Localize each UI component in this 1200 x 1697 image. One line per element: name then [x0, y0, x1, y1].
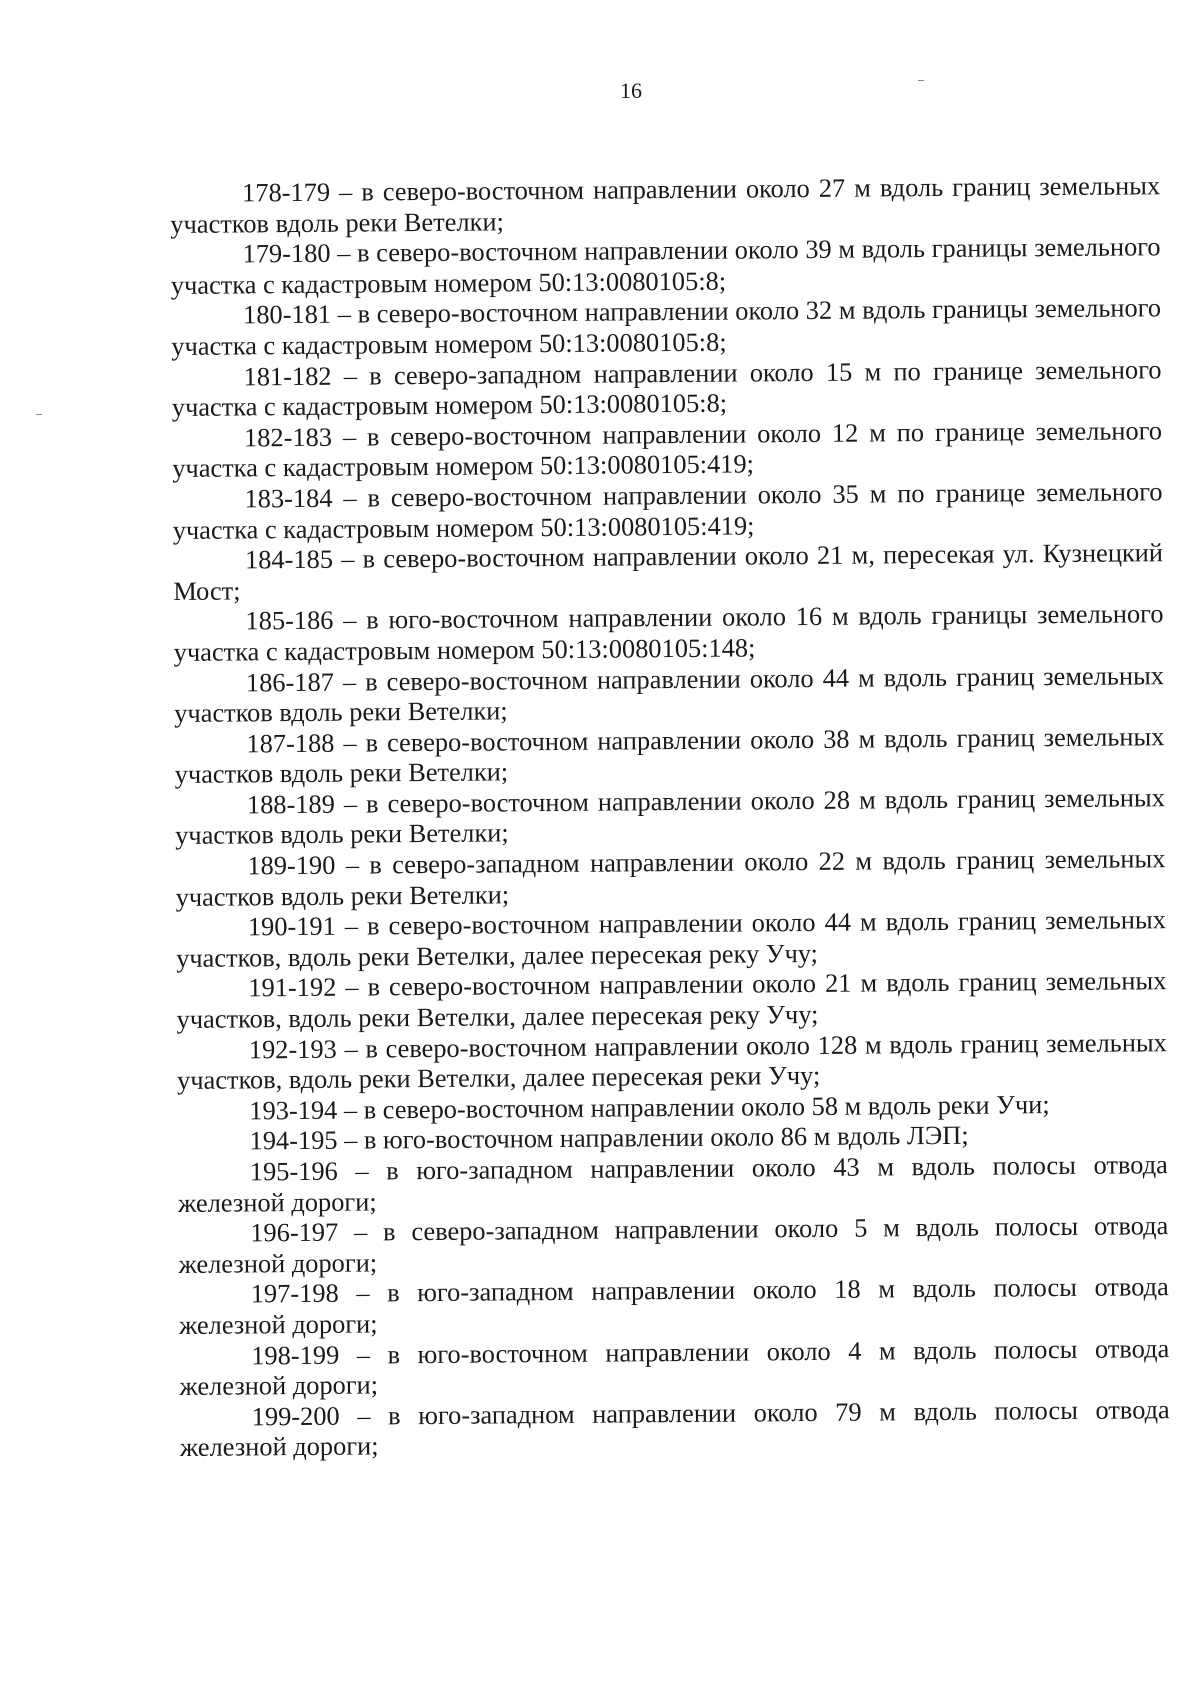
- segment-description: в северо-восточном направлении около 58 м вдоль реки Учи;: [363, 1088, 1050, 1125]
- boundary-entry: [173, 537, 1163, 606]
- boundary-entry: [170, 170, 1160, 239]
- boundary-description: [170, 170, 1170, 1463]
- separator: –: [331, 360, 370, 391]
- boundary-entry: [176, 966, 1166, 1035]
- segment-description: в юго-западном направлении около 43 м вдоль полосы отвода железной дороги;: [177, 1149, 1168, 1218]
- boundary-entry: [179, 1333, 1169, 1402]
- boundary-entry: [170, 231, 1160, 300]
- boundary-entry: [171, 354, 1161, 423]
- segment-id: 189-190: [247, 849, 336, 881]
- segment-id: 183-184: [244, 482, 333, 514]
- segment-description: в юго-восточном направлении около 16 м вдоль границы земельного участка с кадастровым номером 50:13:0080105:148;: [173, 598, 1164, 667]
- page-number: 16: [620, 78, 642, 103]
- segment-description: в северо-восточном направлении около 128 м вдоль границ земельных участков, вдоль реки Ветелки, далее пересекая реки Учу;: [176, 1026, 1167, 1096]
- segment-description: в северо-восточном направлении около 35 м по границе земельного участка с кадастровым номером 50:13:0080105:419;: [172, 476, 1163, 545]
- separator: –: [339, 1338, 388, 1370]
- scan-speck: [918, 80, 924, 81]
- separator: –: [337, 1124, 365, 1156]
- separator: –: [336, 1033, 366, 1064]
- separator: –: [338, 1216, 384, 1247]
- segment-description: в северо-западном направлении около 15 м по границе земельного участка с кадастровым номером 50:13:0080105:8;: [171, 353, 1162, 423]
- segment-description: в северо-восточном направлении около 44 м вдоль границ земельных участков вдоль реки Ветелки;: [174, 659, 1165, 729]
- separator: –: [331, 421, 368, 452]
- segment-id: 182-183: [243, 421, 333, 453]
- segment-id: 187-188: [246, 727, 335, 759]
- segment-id: 188-189: [246, 788, 336, 820]
- segment-description: в северо-восточном направлении около 38 м вдоль границ земельных участков вдоль реки Ветелки;: [174, 720, 1165, 790]
- separator: –: [335, 849, 370, 880]
- segment-id: 194-195: [249, 1125, 338, 1156]
- segment-id: 186-187: [245, 666, 335, 697]
- boundary-entry: [178, 1149, 1168, 1218]
- separator: –: [336, 971, 368, 1003]
- segment-id: 181-182: [243, 360, 332, 391]
- boundary-entry: [172, 415, 1162, 484]
- segment-description: в северо-восточном направлении около 28 м вдоль границ земельных участков вдоль реки Ветелки;: [175, 782, 1166, 851]
- boundary-entry: [179, 1272, 1169, 1341]
- segment-id: 180-181: [242, 299, 332, 330]
- segment-id: 197-198: [250, 1278, 339, 1309]
- separator: –: [332, 482, 368, 513]
- segment-id: 190-191: [247, 910, 336, 942]
- segment-description: в северо-восточном направлении около 21 м, пересекая ул. Кузнецкий Мост;: [173, 537, 1164, 606]
- separator: –: [330, 237, 358, 268]
- segment-description: в северо-восточном направлении около 21 м вдоль границ земельных участков, вдоль реки Ветелки, далее пересекая реку Учу;: [176, 965, 1167, 1035]
- separator: –: [329, 176, 362, 207]
- boundary-entry: [173, 599, 1163, 668]
- segment-description: в северо-восточном направлении около 27 м вдоль границ земельных участков вдоль реки Ветелки;: [170, 170, 1161, 239]
- segment-description: в юго-западном направлении около 79 м вдоль полосы отвода железной дороги;: [179, 1393, 1170, 1463]
- boundary-entry: [174, 721, 1164, 790]
- segment-description: в северо-восточном направлении около 39 м вдоль границы земельного участка с кадастровым номером 50:13:0080105:8;: [170, 231, 1161, 300]
- segment-description: в северо-восточном направлении около 44 м вдоль границ земельных участков, вдоль реки Ветелки, далее пересекая реку Учу;: [176, 904, 1166, 973]
- segment-id: 184-185: [244, 543, 334, 575]
- segment-id: 196-197: [250, 1216, 339, 1248]
- boundary-entry: [176, 904, 1166, 973]
- segment-id: 185-186: [245, 605, 334, 636]
- segment-description: в северо-восточном направлении около 12 м по границе земельного участка с кадастровым номером 50:13:0080105:419;: [172, 414, 1163, 484]
- boundary-entry: [178, 1210, 1168, 1279]
- segment-id: 199-200: [251, 1400, 340, 1432]
- boundary-entry: [172, 476, 1162, 545]
- boundary-entry: [175, 843, 1165, 912]
- segment-description: в юго-восточном направлении около 4 м вдоль полосы отвода железной дороги;: [179, 1332, 1170, 1402]
- segment-description: в юго-восточном направлении около 86 м вдоль ЛЭП;: [363, 1120, 969, 1155]
- separator: –: [330, 298, 358, 330]
- separator: –: [333, 665, 366, 697]
- scan-speck: [36, 414, 42, 415]
- segment-id: 179-180: [242, 237, 331, 269]
- boundary-entry: [177, 1027, 1167, 1096]
- separator: –: [334, 788, 367, 819]
- boundary-entry: [171, 293, 1161, 362]
- segment-description: в северо-восточном направлении около 32 м вдоль границы земельного участка с кадастровым номером 50:13:0080105:8;: [171, 292, 1162, 361]
- separator: –: [338, 1277, 388, 1309]
- separator: –: [332, 543, 363, 574]
- segment-id: 195-196: [249, 1155, 338, 1187]
- segment-description: в юго-западном направлении около 18 м вдоль полосы отвода железной дороги;: [178, 1271, 1169, 1340]
- segment-id: 191-192: [248, 972, 337, 1003]
- separator: –: [335, 910, 368, 941]
- boundary-entry: [175, 782, 1165, 851]
- separator: –: [339, 1400, 389, 1431]
- segment-id: 198-199: [251, 1339, 340, 1370]
- segment-id: 193-194: [249, 1094, 338, 1126]
- segment-id: 178-179: [241, 176, 331, 208]
- boundary-entry: [180, 1394, 1170, 1463]
- segment-description: в северо-западном направлении около 5 м вдоль полосы отвода железной дороги;: [178, 1210, 1169, 1279]
- separator: –: [337, 1094, 364, 1125]
- segment-description: в северо-западном направлении около 22 м вдоль границ земельных участков вдоль реки Ветелки;: [175, 843, 1166, 912]
- segment-id: 192-193: [248, 1033, 337, 1065]
- separator: –: [337, 1155, 387, 1186]
- separator: –: [334, 727, 366, 758]
- separator: –: [333, 604, 367, 636]
- boundary-entry: [174, 660, 1164, 729]
